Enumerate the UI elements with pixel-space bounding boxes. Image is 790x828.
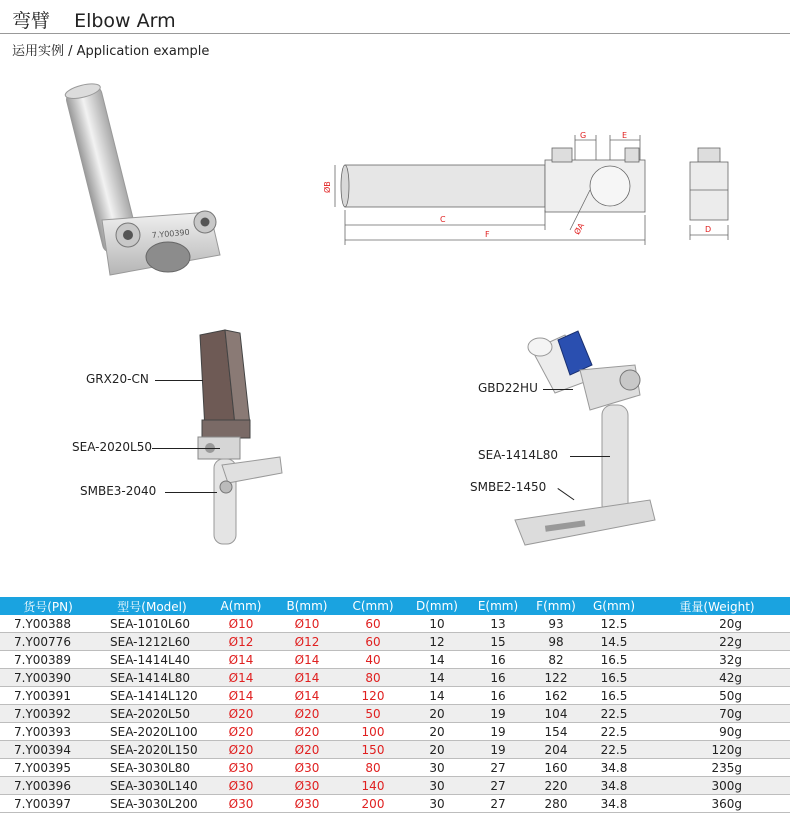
cell-model: SEA-1212L60 [96, 633, 208, 651]
cell-a: Ø14 [208, 669, 274, 687]
cell-a: Ø20 [208, 705, 274, 723]
cell-weight: 300g [644, 777, 790, 795]
cell-g: 14.5 [584, 633, 644, 651]
cell-b: Ø14 [274, 687, 340, 705]
header-pn: 货号(PN) [0, 597, 96, 615]
cell-model: SEA-1010L60 [96, 615, 208, 633]
header-a: A(mm) [208, 597, 274, 615]
technical-drawing-side [320, 130, 660, 255]
dim-label-f: F [485, 230, 490, 239]
cell-b: Ø30 [274, 777, 340, 795]
cell-e: 27 [468, 795, 528, 813]
application-example-1-photo [180, 325, 290, 550]
cell-pn: 7.Y00397 [0, 795, 96, 813]
cell-a: Ø14 [208, 687, 274, 705]
cell-b: Ø20 [274, 723, 340, 741]
table-row [0, 669, 790, 687]
cell-model: SEA-1414L120 [96, 687, 208, 705]
cell-e: 19 [468, 741, 528, 759]
cell-g: 34.8 [584, 777, 644, 795]
callout-smbe2-1450: SMBE2-1450 [470, 480, 547, 494]
cell-f: 104 [528, 705, 584, 723]
table-row [0, 723, 790, 741]
cell-pn: 7.Y00394 [0, 741, 96, 759]
callout-gbd22hu: GBD22HU [478, 381, 538, 395]
cell-weight: 235g [644, 759, 790, 777]
cell-model: SEA-1414L80 [96, 669, 208, 687]
cell-a: Ø20 [208, 723, 274, 741]
cell-c: 40 [340, 651, 406, 669]
table-row [0, 795, 790, 813]
subtitle: 运用实例 / Application example [12, 44, 210, 59]
cell-a: Ø30 [208, 759, 274, 777]
cell-f: 220 [528, 777, 584, 795]
cell-d: 14 [406, 687, 468, 705]
header-f: F(mm) [528, 597, 584, 615]
callout-sea-2020l50: SEA-2020L50 [72, 440, 152, 454]
cell-d: 30 [406, 795, 468, 813]
cell-pn: 7.Y00396 [0, 777, 96, 795]
cell-d: 20 [406, 741, 468, 759]
cell-pn: 7.Y00395 [0, 759, 96, 777]
cell-b: Ø14 [274, 651, 340, 669]
header-weight: 重量(Weight) [644, 597, 790, 615]
cell-d: 12 [406, 633, 468, 651]
cell-model: SEA-2020L50 [96, 705, 208, 723]
cell-c: 80 [340, 669, 406, 687]
cell-weight: 50g [644, 687, 790, 705]
cell-weight: 42g [644, 669, 790, 687]
cell-b: Ø14 [274, 669, 340, 687]
cell-g: 34.8 [584, 795, 644, 813]
cell-f: 204 [528, 741, 584, 759]
table-row [0, 651, 790, 669]
cell-d: 30 [406, 759, 468, 777]
table-row [0, 615, 790, 633]
dim-label-g: G [580, 131, 587, 140]
cell-e: 16 [468, 687, 528, 705]
header-g: G(mm) [584, 597, 644, 615]
page-title [12, 6, 176, 33]
cell-pn: 7.Y00389 [0, 651, 96, 669]
cell-f: 160 [528, 759, 584, 777]
cell-g: 22.5 [584, 723, 644, 741]
cell-e: 16 [468, 651, 528, 669]
dim-label-b: ØB [323, 181, 332, 193]
header-d: D(mm) [406, 597, 468, 615]
cell-c: 150 [340, 741, 406, 759]
cell-g: 16.5 [584, 669, 644, 687]
cell-weight: 70g [644, 705, 790, 723]
leader-line [543, 389, 573, 390]
cell-b: Ø20 [274, 741, 340, 759]
cell-g: 22.5 [584, 741, 644, 759]
cell-pn: 7.Y00390 [0, 669, 96, 687]
cell-a: Ø14 [208, 651, 274, 669]
specification-table [0, 597, 790, 813]
header-b: B(mm) [274, 597, 340, 615]
table-row [0, 633, 790, 651]
cell-model: SEA-1414L40 [96, 651, 208, 669]
callout-sea-1414l80: SEA-1414L80 [478, 448, 558, 462]
dim-label-c: C [440, 215, 446, 224]
cell-model: SEA-3030L200 [96, 795, 208, 813]
cell-d: 20 [406, 723, 468, 741]
cell-model: SEA-2020L100 [96, 723, 208, 741]
cell-model: SEA-3030L140 [96, 777, 208, 795]
cell-weight: 120g [644, 741, 790, 759]
cell-d: 20 [406, 705, 468, 723]
cell-c: 80 [340, 759, 406, 777]
product-photo [40, 70, 250, 300]
table-row [0, 705, 790, 723]
cell-b: Ø30 [274, 759, 340, 777]
cell-f: 162 [528, 687, 584, 705]
cell-f: 280 [528, 795, 584, 813]
cell-a: Ø20 [208, 741, 274, 759]
cell-b: Ø30 [274, 795, 340, 813]
cell-d: 10 [406, 615, 468, 633]
cell-c: 120 [340, 687, 406, 705]
leader-line [570, 456, 610, 457]
cell-e: 19 [468, 705, 528, 723]
dim-label-e: E [622, 131, 628, 140]
cell-model: SEA-3030L80 [96, 759, 208, 777]
cell-b: Ø12 [274, 633, 340, 651]
cell-b: Ø20 [274, 705, 340, 723]
title-english: Elbow Arm [74, 10, 176, 32]
header-e: E(mm) [468, 597, 528, 615]
table-row [0, 759, 790, 777]
leader-line [155, 380, 203, 381]
cell-a: Ø30 [208, 777, 274, 795]
cell-d: 14 [406, 669, 468, 687]
technical-drawing-end [680, 140, 740, 245]
cell-weight: 22g [644, 633, 790, 651]
cell-g: 12.5 [584, 615, 644, 633]
cell-g: 34.8 [584, 759, 644, 777]
cell-c: 60 [340, 615, 406, 633]
cell-pn: 7.Y00393 [0, 723, 96, 741]
cell-a: Ø10 [208, 615, 274, 633]
table-row [0, 687, 790, 705]
cell-f: 154 [528, 723, 584, 741]
leader-line [152, 448, 220, 449]
callout-smbe3-2040: SMBE3-2040 [80, 484, 157, 498]
dim-label-a: ØA [572, 221, 587, 237]
cell-weight: 20g [644, 615, 790, 633]
cell-c: 60 [340, 633, 406, 651]
header-model: 型号(Model) [96, 597, 208, 615]
engraving-text: 7.Y00390 [151, 227, 190, 240]
cell-c: 140 [340, 777, 406, 795]
cell-c: 200 [340, 795, 406, 813]
application-example-2-photo [510, 325, 670, 550]
cell-e: 13 [468, 615, 528, 633]
cell-g: 16.5 [584, 651, 644, 669]
cell-f: 122 [528, 669, 584, 687]
cell-f: 98 [528, 633, 584, 651]
title-divider [0, 33, 790, 34]
cell-weight: 32g [644, 651, 790, 669]
dim-label-d: D [705, 225, 712, 234]
cell-pn: 7.Y00388 [0, 615, 96, 633]
cell-b: Ø10 [274, 615, 340, 633]
cell-model: SEA-2020L150 [96, 741, 208, 759]
cell-c: 100 [340, 723, 406, 741]
cell-e: 27 [468, 777, 528, 795]
cell-pn: 7.Y00392 [0, 705, 96, 723]
cell-weight: 90g [644, 723, 790, 741]
title-chinese: 弯臂 [12, 10, 51, 32]
cell-e: 16 [468, 669, 528, 687]
cell-d: 14 [406, 651, 468, 669]
cell-d: 30 [406, 777, 468, 795]
header-c: C(mm) [340, 597, 406, 615]
cell-pn: 7.Y00391 [0, 687, 96, 705]
cell-a: Ø30 [208, 795, 274, 813]
cell-g: 16.5 [584, 687, 644, 705]
table-row [0, 777, 790, 795]
cell-e: 15 [468, 633, 528, 651]
cell-weight: 360g [644, 795, 790, 813]
cell-f: 93 [528, 615, 584, 633]
callout-grx20-cn: GRX20-CN [86, 372, 149, 386]
cell-pn: 7.Y00776 [0, 633, 96, 651]
cell-c: 50 [340, 705, 406, 723]
cell-e: 27 [468, 759, 528, 777]
cell-e: 19 [468, 723, 528, 741]
leader-line [165, 492, 217, 493]
cell-f: 82 [528, 651, 584, 669]
table-row [0, 741, 790, 759]
cell-a: Ø12 [208, 633, 274, 651]
table-header-row [0, 597, 790, 615]
cell-g: 22.5 [584, 705, 644, 723]
